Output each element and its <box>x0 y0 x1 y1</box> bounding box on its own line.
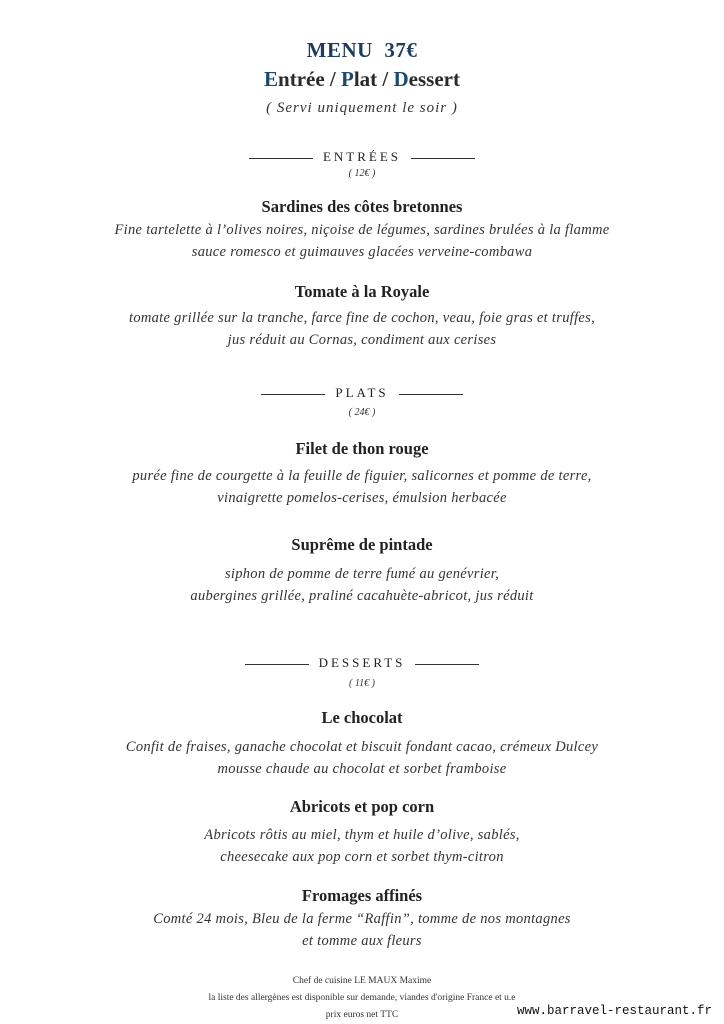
dish-description-line: siphon de pomme de terre fumé au genévrier, <box>224 566 500 582</box>
dessert-initial: D <box>393 67 409 91</box>
dish-name: Filet de thon rouge <box>295 439 429 458</box>
dish-name: Tomate à la Royale <box>294 282 430 301</box>
dish-description-line: sauce romesco et guimauves glacées verveine-combawa <box>191 244 533 260</box>
dish-description-line: Comté 24 mois, Bleu de la ferme “Raffin”, tomme de nos montagnes <box>153 911 571 927</box>
section-price: ( 12€ ) <box>348 168 376 179</box>
divider <box>245 664 309 665</box>
menu-label: MENU <box>306 38 373 62</box>
section-price: ( 11€ ) <box>349 678 375 689</box>
dish-description-line: vinaigrette pomelos-cerises, émulsion herbacée <box>217 490 507 506</box>
menu-title <box>0 38 724 63</box>
website-link[interactable]: www.barravel-restaurant.fr <box>516 1004 712 1018</box>
plat-rest: lat <box>353 67 378 91</box>
menu-price: 37€ <box>384 38 418 62</box>
dish-name: Sardines des côtes bretonnes <box>261 197 463 216</box>
dish-description-line: jus réduit au Cornas, condiment aux cerises <box>227 332 497 348</box>
section-heading-plats <box>0 385 724 401</box>
dish-description <box>0 307 724 351</box>
section-title: PLATS <box>335 385 389 400</box>
dish-description-line: Fine tartelette à l’olives noires, niçoise de légumes, sardines brulées à la flamme <box>114 222 610 238</box>
entree-rest: ntrée <box>278 67 325 91</box>
dish-description <box>0 465 724 509</box>
separator: / <box>377 67 394 91</box>
dish-description-line: tomate grillée sur la tranche, farce fine de cochon, veau, foie gras et truffes, <box>128 310 596 326</box>
chef-credit: Chef de cuisine LE MAUX Maxime <box>292 976 432 986</box>
served-note: ( Servi uniquement le soir ) <box>266 100 458 116</box>
divider <box>399 394 463 395</box>
dish-description <box>0 736 724 780</box>
section-price: ( 24€ ) <box>348 407 376 418</box>
section-heading-desserts <box>0 655 724 671</box>
section-title: ENTRÉES <box>322 149 402 164</box>
section-heading-entrees <box>0 149 724 165</box>
dish-description-line: Abricots rôtis au miel, thym et huile d’olive, sablés, <box>204 827 520 843</box>
plat-initial: P <box>341 67 354 91</box>
dish-description-line: Confit de fraises, ganache chocolat et biscuit fondant cacao, crémeux Dulcey <box>125 739 599 755</box>
allergen-note: la liste des allergènes est disponible sur demande, viandes d'origine France et u.e <box>208 993 516 1003</box>
dish-description-line: cheesecake aux pop corn et sorbet thym-citron <box>220 849 504 865</box>
price-note: prix euros net TTC <box>325 1010 399 1020</box>
section-title: DESSERTS <box>318 655 406 670</box>
divider <box>415 664 479 665</box>
dish-description-line: purée fine de courgette à la feuille de figuier, salicornes et pomme de terre, <box>132 468 592 484</box>
entree-initial: E <box>264 67 279 91</box>
dish-name: Le chocolat <box>321 708 403 727</box>
dish-description <box>0 824 724 868</box>
dish-description <box>0 908 724 952</box>
dish-description-line: mousse chaude au chocolat et sorbet framboise <box>217 761 507 777</box>
menu-courses <box>0 67 724 92</box>
dish-description-line: et tomme aux fleurs <box>302 933 422 949</box>
dish-description <box>0 219 724 263</box>
dish-name: Fromages affinés <box>301 886 423 905</box>
dish-description-line: aubergines grillée, praliné cacahuète-abricot, jus réduit <box>190 588 534 604</box>
dessert-rest: essert <box>408 67 460 91</box>
divider <box>249 158 313 159</box>
dish-name: Abricots et pop corn <box>289 797 435 816</box>
divider <box>261 394 325 395</box>
separator: / <box>324 67 341 91</box>
dish-description <box>0 563 724 607</box>
dish-name: Suprême de pintade <box>291 535 433 554</box>
divider <box>411 158 475 159</box>
